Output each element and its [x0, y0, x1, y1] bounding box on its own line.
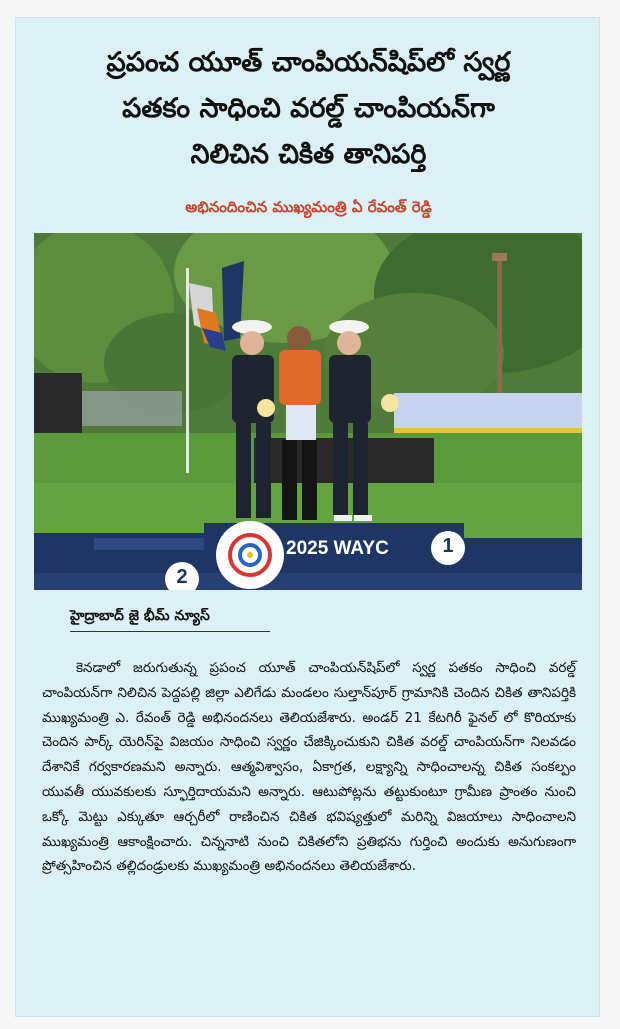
podium-banner-text: 2025 WAYC — [286, 538, 389, 559]
byline: హైద్రాబాద్ జై భీమ్ న్యూస్ — [70, 608, 270, 632]
podium-place-first: 1 — [442, 535, 454, 557]
headline-line-3: నిలిచిన చికిత తానిపర్తి — [190, 139, 427, 170]
subheadline: అభినందించిన ముఖ్యమంత్రి ఏ రేవంత్ రెడ్డి — [185, 198, 432, 216]
news-card — [15, 17, 600, 1017]
headline-line-2: పతకం సాధించి వరల్డ్ చాంపియన్‌గా — [122, 93, 495, 124]
headline — [16, 40, 601, 178]
award-ceremony-photo — [34, 233, 582, 590]
article-body: కెనడాలో జరుగుతున్న ప్రపంచ యూత్ చాంపియన్‌షిప్‌లో స్వర్ణ పతకం సాధించి వరల్డ్ చాంపియన్‌గా నిలిచిన పెద్దపల్లి జిల్లా ఎలిగేడు మండలం సుల్తాన్‌పూర్ గ్రామానికి చెందిన చికిత తానిపర్తికి ముఖ్యమంత్రి ఎ. రేవంత్ రెడ్డి అభినందనలు తెలియజేశారు. అండర్ 21 కేటగిరీ ఫైనల్ లో కొరియాకు చెందిన పార్క్ యెరిన్‌పై విజయం సాధించి స్వర్ణం చేజిక్కించుకుని చికిత వరల్డ్ చాంపియన్‌గా నిలవడం దేశానికే గర్వకారణమని అన్నారు. ఆత్మవిశ్వాసం, ఏకాగ్రత, లక్ష్యాన్ని సాధించాలన్న చికిత సంకల్పం యువతీ యువకులకు స్ఫూర్తిదాయమని అన్నారు. ఆటుపోట్లను తట్టుకుంటూ గ్రామీణ ప్రాంతం నుంచి ఒక్కో మెట్టు ఎక్కుతూ ఆర్చరీలో రాణించిన చికిత భవిష్యత్తులో మరిన్ని విజయాలు సాధించాలని ముఖ్యమంత్రి ఆకాంక్షించారు. చిన్ననాటి నుంచి చికితలోని ప్రతిభను గుర్తించి అందుకు అనుగుణంగా ప్రోత్సహించిన తల్లిదండ్రులకు ముఖ్యమంత్రి అభినందనలు తెలియజేశారు. — [42, 660, 576, 875]
podium-place-second: 2 — [176, 566, 188, 588]
headline-line-1: ప్రపంచ యూత్ చాంపియన్‌షిప్‌లో స్వర్ణ — [106, 47, 511, 78]
